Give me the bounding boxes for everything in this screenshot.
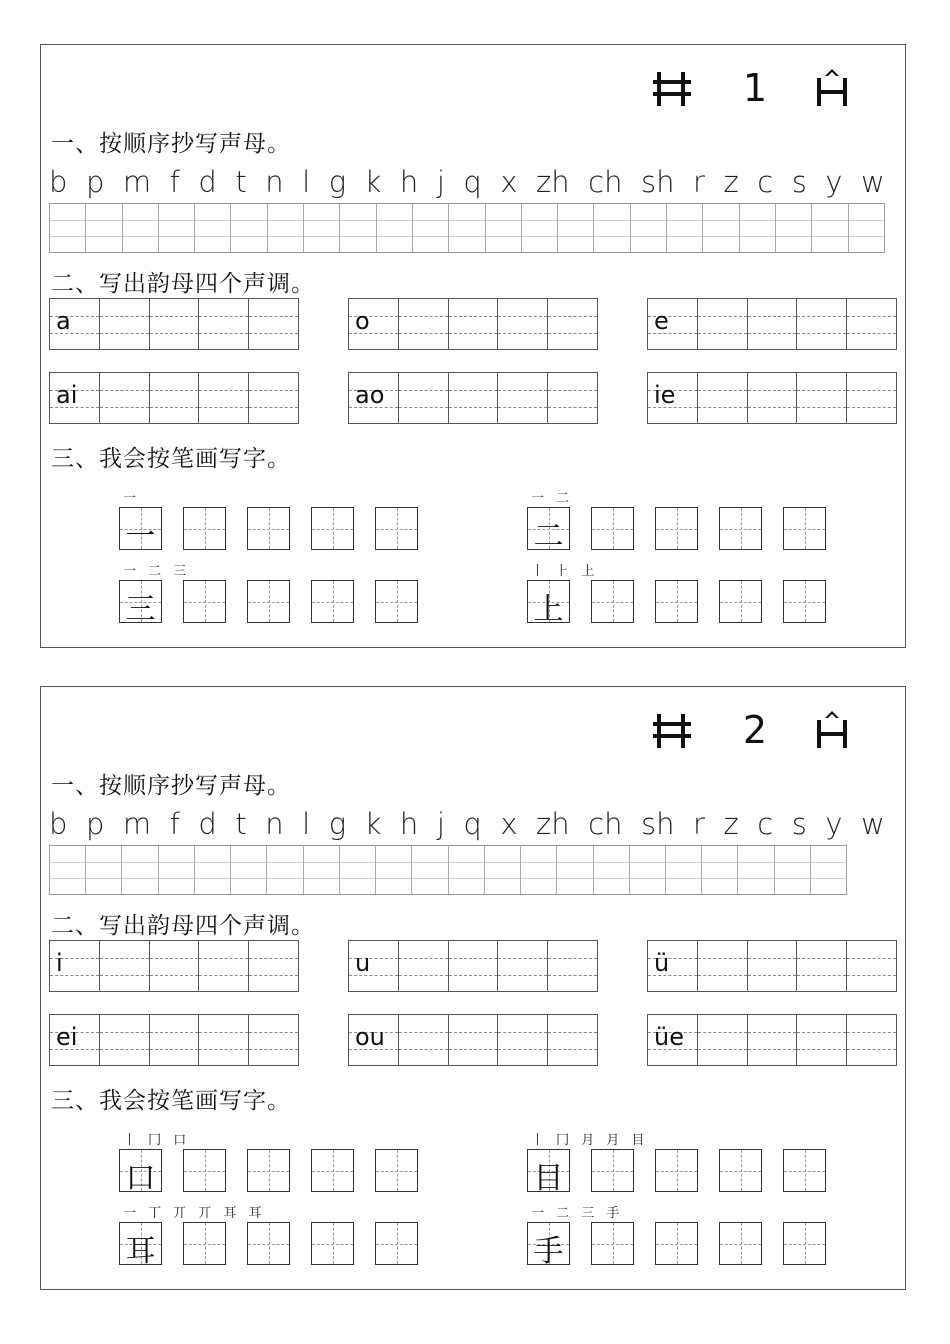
char-practice-row (527, 507, 826, 554)
copy-cell[interactable] (377, 204, 413, 252)
model-char-box (119, 580, 162, 627)
tone-box (348, 298, 598, 350)
initial-letter: m (122, 165, 152, 199)
tone-write-cell[interactable] (498, 1015, 548, 1065)
tone-write-cell[interactable] (748, 941, 798, 991)
practice-box[interactable] (375, 1149, 418, 1192)
tone-write-cell[interactable] (199, 299, 249, 349)
final-label: ü (654, 949, 670, 977)
final-label: u (355, 949, 371, 977)
copy-cell[interactable] (631, 204, 667, 252)
tone-write-cell[interactable] (399, 373, 449, 423)
tone-write-cell[interactable] (847, 1015, 896, 1065)
initial-letter: x (500, 165, 518, 199)
copy-cell[interactable] (594, 204, 630, 252)
copy-cell[interactable] (449, 846, 485, 894)
tone-write-cell[interactable] (748, 373, 798, 423)
section2-title: 二、写出韵母四个声调。 (51, 913, 315, 939)
initial-letter: h (399, 165, 419, 199)
tone-box (49, 372, 299, 424)
tone-write-cell[interactable] (449, 299, 499, 349)
tone-write-cell[interactable] (797, 1015, 847, 1065)
copy-cell[interactable] (703, 204, 739, 252)
initial-letter: f (169, 807, 180, 841)
initial-letter: y (825, 807, 843, 841)
practice-box[interactable] (311, 507, 354, 550)
tone-label-cell (349, 373, 399, 423)
tone-write-cell[interactable] (100, 941, 150, 991)
initial-letter: r (693, 807, 705, 841)
tone-write-cell[interactable] (847, 941, 896, 991)
initial-letter: z (723, 165, 739, 199)
tone-write-cell[interactable] (698, 299, 748, 349)
tone-write-cell[interactable] (150, 299, 200, 349)
day-prefix-glyph (651, 710, 693, 750)
practice-box[interactable] (183, 1149, 226, 1192)
initial-letter: d (198, 165, 217, 199)
tone-box (348, 1014, 598, 1066)
tone-label-cell (349, 1015, 399, 1065)
copy-cell[interactable] (449, 204, 485, 252)
practice-box[interactable] (375, 1222, 418, 1265)
section1-title: 一、按顺序抄写声母。 (51, 131, 291, 157)
final-label: ou (355, 1023, 385, 1051)
stroke-order: 一 二 三 手 (531, 1206, 624, 1221)
tone-write-cell[interactable] (698, 941, 748, 991)
practice-box[interactable] (183, 1222, 226, 1265)
initial-letter: y (825, 165, 843, 199)
final-label: üe (654, 1023, 684, 1051)
section3-title: 三、我会按笔画写字。 (51, 446, 291, 472)
practice-box[interactable] (655, 580, 698, 623)
tone-write-cell[interactable] (698, 1015, 748, 1065)
tone-write-cell[interactable] (847, 299, 896, 349)
initial-letter: x (500, 807, 518, 841)
tone-write-cell[interactable] (399, 299, 449, 349)
tone-box (49, 298, 299, 350)
copy-cell[interactable] (267, 846, 303, 894)
initial-letter: k (364, 807, 382, 841)
copy-cell[interactable] (412, 846, 448, 894)
copy-cell[interactable] (159, 204, 195, 252)
char-practice-row (119, 507, 418, 554)
tone-write-cell[interactable] (249, 373, 298, 423)
section1-title: 一、按顺序抄写声母。 (51, 773, 291, 799)
initial-letter: sh (641, 165, 675, 199)
initial-letter: l (302, 807, 311, 841)
model-char: 口 (125, 1161, 156, 1196)
copy-cell[interactable] (522, 204, 558, 252)
day-suffix-glyph (811, 710, 853, 750)
practice-box[interactable] (655, 1222, 698, 1265)
practice-box[interactable] (783, 1222, 826, 1265)
copy-cell[interactable] (812, 204, 848, 252)
final-label: e (654, 307, 669, 335)
tone-write-cell[interactable] (498, 941, 548, 991)
practice-box[interactable] (247, 1149, 290, 1192)
initial-letter: k (364, 165, 382, 199)
final-label: o (355, 307, 370, 335)
initial-letter: b (49, 165, 68, 199)
initial-letter: b (49, 807, 68, 841)
initial-letter: t (235, 165, 247, 199)
initial-letter: t (235, 807, 247, 841)
char-practice-row (119, 1222, 418, 1269)
section2-title: 二、写出韵母四个声调。 (51, 271, 315, 297)
model-char-box (527, 1222, 570, 1269)
initial-letter: g (328, 165, 347, 199)
day-heading (651, 63, 853, 113)
stroke-order: 丨 冂 月 月 目 (531, 1133, 649, 1148)
copy-cell[interactable] (304, 204, 340, 252)
final-label: i (56, 949, 63, 977)
copy-cell[interactable] (775, 846, 811, 894)
tone-label-cell (648, 1015, 698, 1065)
day-heading (651, 705, 853, 755)
initial-letter: j (436, 165, 445, 199)
final-label: a (56, 307, 71, 335)
tone-write-cell[interactable] (748, 299, 798, 349)
copy-cell[interactable] (558, 204, 594, 252)
day-number: 1 (742, 66, 767, 110)
initial-letter: q (463, 165, 482, 199)
practice-box[interactable] (311, 1149, 354, 1192)
tone-write-cell[interactable] (399, 941, 449, 991)
copy-cell[interactable] (231, 204, 267, 252)
tone-write-cell[interactable] (199, 941, 249, 991)
tone-write-cell[interactable] (100, 373, 150, 423)
char-practice-row (119, 1149, 418, 1196)
stroke-order: 丨 冂 口 (123, 1133, 191, 1148)
initial-letter: ch (588, 165, 623, 199)
practice-box[interactable] (183, 580, 226, 623)
char-practice-row (119, 580, 418, 627)
practice-box[interactable] (783, 507, 826, 550)
practice-box[interactable] (719, 1222, 762, 1265)
model-char: 目 (533, 1161, 564, 1196)
copy-cell[interactable] (666, 846, 702, 894)
practice-box[interactable] (247, 580, 290, 623)
initial-letter: p (85, 807, 105, 841)
copy-cell[interactable] (486, 204, 522, 252)
practice-box[interactable] (311, 1222, 354, 1265)
tone-write-cell[interactable] (249, 299, 298, 349)
initial-letter: z (723, 807, 739, 841)
copy-cell[interactable] (340, 846, 376, 894)
practice-box[interactable] (591, 507, 634, 550)
model-char-box (527, 507, 570, 554)
tone-write-cell[interactable] (698, 373, 748, 423)
tone-label-cell (349, 299, 399, 349)
stroke-order: 一 二 (531, 491, 574, 506)
copy-cell[interactable] (738, 846, 774, 894)
initial-letter: c (757, 807, 774, 841)
practice-box[interactable] (783, 1149, 826, 1192)
copy-cell[interactable] (376, 846, 412, 894)
final-label: ai (56, 381, 78, 409)
practice-box[interactable] (719, 580, 762, 623)
initial-letter: w (861, 165, 885, 199)
copy-cell[interactable] (231, 846, 267, 894)
practice-box[interactable] (591, 1149, 634, 1192)
copy-cell[interactable] (702, 846, 738, 894)
copy-cell[interactable] (594, 846, 630, 894)
tone-label-cell (349, 941, 399, 991)
initial-letter: sh (641, 807, 675, 841)
initial-letter: zh (536, 165, 570, 199)
tone-label-cell (50, 299, 100, 349)
worksheet-day-1 (40, 44, 906, 648)
practice-box[interactable] (375, 507, 418, 550)
copy-grid[interactable] (49, 845, 847, 895)
tone-write-cell[interactable] (449, 373, 499, 423)
practice-box[interactable] (247, 507, 290, 550)
practice-box[interactable] (311, 580, 354, 623)
stroke-order: 一 丅 丌 丌 耳 耳 (123, 1206, 266, 1221)
copy-cell[interactable] (50, 846, 86, 894)
tone-box (348, 940, 598, 992)
initials-row (49, 807, 885, 841)
model-char: 二 (533, 519, 564, 554)
tone-box (647, 372, 897, 424)
model-char-box (119, 1149, 162, 1196)
copy-cell[interactable] (195, 846, 231, 894)
tone-label-cell (50, 1015, 100, 1065)
tone-write-cell[interactable] (100, 299, 150, 349)
tone-write-cell[interactable] (548, 373, 597, 423)
tone-write-cell[interactable] (399, 1015, 449, 1065)
copy-cell[interactable] (776, 204, 812, 252)
initial-letter: w (861, 807, 885, 841)
initial-letter: m (122, 807, 152, 841)
tone-box (647, 298, 897, 350)
practice-box[interactable] (719, 1149, 762, 1192)
initial-letter: p (85, 165, 105, 199)
day-suffix-glyph (811, 68, 853, 108)
initial-letter: f (169, 165, 180, 199)
tone-label-cell (648, 299, 698, 349)
practice-box[interactable] (655, 1149, 698, 1192)
practice-box[interactable] (783, 580, 826, 623)
copy-cell[interactable] (413, 204, 449, 252)
practice-box[interactable] (591, 1222, 634, 1265)
stroke-order: 一 二 三 (123, 564, 191, 579)
copy-cell[interactable] (123, 204, 159, 252)
initial-letter: c (757, 165, 774, 199)
model-char-box (527, 1149, 570, 1196)
copy-cell[interactable] (849, 204, 884, 252)
copy-cell[interactable] (521, 846, 557, 894)
initials-row (49, 165, 885, 199)
initial-letter: l (302, 165, 311, 199)
tone-write-cell[interactable] (548, 941, 597, 991)
char-practice-row (527, 1222, 826, 1269)
model-char: 三 (125, 592, 156, 627)
model-char: 手 (533, 1234, 564, 1269)
day-prefix-glyph (651, 68, 693, 108)
tone-write-cell[interactable] (199, 1015, 249, 1065)
initial-letter: s (791, 807, 807, 841)
final-label: ie (654, 381, 676, 409)
tone-write-cell[interactable] (498, 299, 548, 349)
char-practice-row (527, 1149, 826, 1196)
initial-letter: r (693, 165, 705, 199)
stroke-order: 丨 ⺊ 上 (531, 564, 599, 579)
stroke-order: 一 (123, 491, 141, 506)
tone-write-cell[interactable] (100, 1015, 150, 1065)
tone-box (647, 940, 897, 992)
copy-cell[interactable] (86, 846, 122, 894)
copy-cell[interactable] (811, 846, 846, 894)
tone-label-cell (50, 373, 100, 423)
model-char: 上 (533, 592, 564, 627)
tone-write-cell[interactable] (199, 373, 249, 423)
tone-box (49, 940, 299, 992)
section3-title: 三、我会按笔画写字。 (51, 1088, 291, 1114)
tone-write-cell[interactable] (150, 941, 200, 991)
model-char: 耳 (125, 1234, 156, 1269)
tone-write-cell[interactable] (797, 299, 847, 349)
tone-label-cell (648, 373, 698, 423)
tone-write-cell[interactable] (797, 373, 847, 423)
copy-cell[interactable] (304, 846, 340, 894)
tone-write-cell[interactable] (449, 941, 499, 991)
initial-letter: h (399, 807, 419, 841)
copy-grid[interactable] (49, 203, 885, 253)
practice-box[interactable] (183, 507, 226, 550)
copy-cell[interactable] (50, 204, 86, 252)
copy-cell[interactable] (86, 204, 122, 252)
initial-letter: ch (588, 807, 623, 841)
tone-write-cell[interactable] (249, 1015, 298, 1065)
tone-write-cell[interactable] (249, 941, 298, 991)
tone-write-cell[interactable] (847, 373, 896, 423)
initial-letter: n (265, 807, 284, 841)
final-label: ei (56, 1023, 78, 1051)
initial-letter: zh (536, 807, 570, 841)
tone-write-cell[interactable] (548, 299, 597, 349)
practice-box[interactable] (655, 507, 698, 550)
copy-cell[interactable] (122, 846, 158, 894)
tone-box (647, 1014, 897, 1066)
tone-write-cell[interactable] (797, 941, 847, 991)
worksheet-day-2 (40, 686, 906, 1290)
initial-letter: n (265, 165, 284, 199)
initial-letter: g (328, 807, 347, 841)
copy-cell[interactable] (740, 204, 776, 252)
tone-write-cell[interactable] (150, 373, 200, 423)
day-number: 2 (742, 708, 767, 752)
model-char-box (119, 507, 162, 554)
model-char: 一 (125, 519, 156, 554)
tone-write-cell[interactable] (150, 1015, 200, 1065)
tone-box (49, 1014, 299, 1066)
practice-box[interactable] (719, 507, 762, 550)
final-label: ao (355, 381, 385, 409)
copy-cell[interactable] (268, 204, 304, 252)
copy-cell[interactable] (159, 846, 195, 894)
char-practice-row (527, 580, 826, 627)
initial-letter: s (791, 165, 807, 199)
tone-box (348, 372, 598, 424)
copy-cell[interactable] (340, 204, 376, 252)
tone-label-cell (50, 941, 100, 991)
practice-box[interactable] (375, 580, 418, 623)
model-char-box (119, 1222, 162, 1269)
copy-cell[interactable] (630, 846, 666, 894)
copy-cell[interactable] (485, 846, 521, 894)
initial-letter: d (198, 807, 217, 841)
tone-label-cell (648, 941, 698, 991)
copy-cell[interactable] (195, 204, 231, 252)
practice-box[interactable] (591, 580, 634, 623)
copy-cell[interactable] (557, 846, 593, 894)
tone-write-cell[interactable] (498, 373, 548, 423)
tone-write-cell[interactable] (748, 1015, 798, 1065)
tone-write-cell[interactable] (548, 1015, 597, 1065)
practice-box[interactable] (247, 1222, 290, 1265)
initial-letter: q (463, 807, 482, 841)
initial-letter: j (436, 807, 445, 841)
copy-cell[interactable] (667, 204, 703, 252)
tone-write-cell[interactable] (449, 1015, 499, 1065)
model-char-box (527, 580, 570, 627)
